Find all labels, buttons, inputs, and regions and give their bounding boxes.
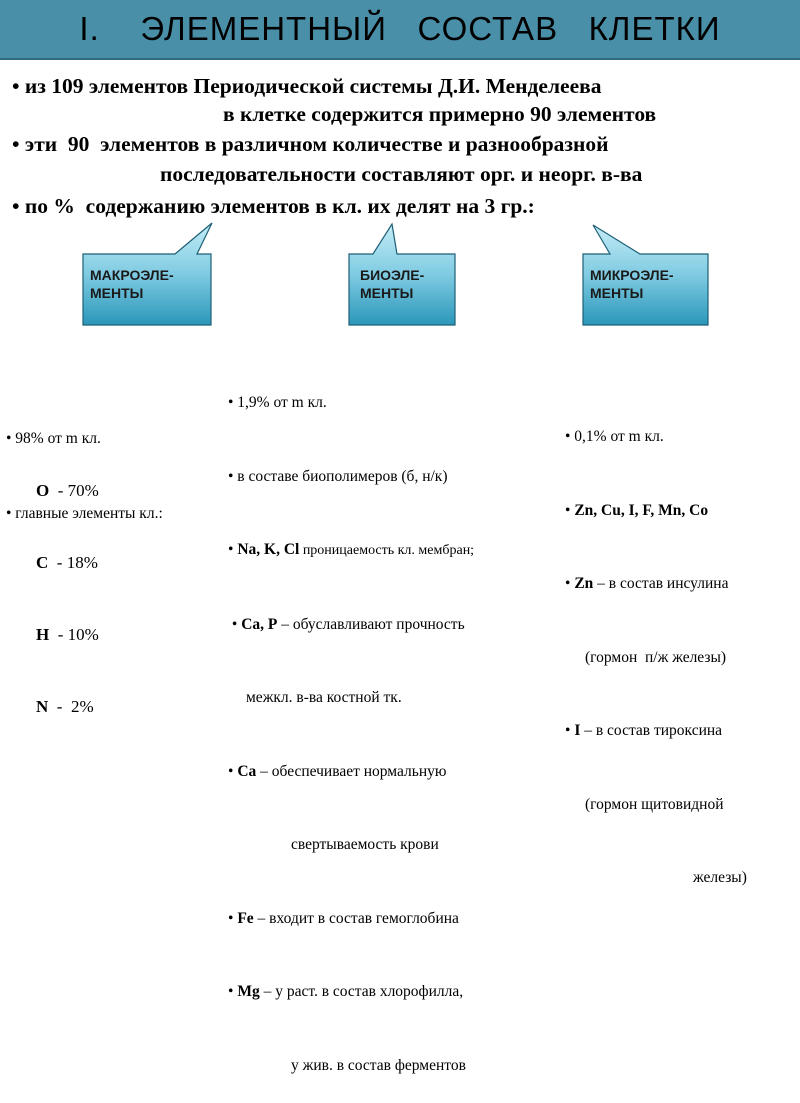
intro-line-2: в клетке содержится примерно 90 элементов [223, 102, 657, 126]
bio-ca-cont: свертываемость крови [291, 836, 439, 853]
bio-fe: • Fe – входит в состав гемоглобина [228, 909, 459, 927]
macro-hydrogen: H - 10% [36, 625, 99, 644]
micro-zn: • Zn – в состав инсулина [565, 575, 729, 592]
bio-percent: • 1,9% от m кл. [228, 394, 327, 411]
title-banner [0, 0, 800, 60]
intro-line-3: • эти 90 элементов в различном количестве и разнообразной [12, 132, 609, 156]
bio-details [228, 342, 474, 1103]
macro-main-elements: • главные элементы кл.: [6, 505, 163, 522]
macro-nitrogen: N - 2% [36, 697, 94, 716]
bio-mg-cont: у жив. в состав ферментов [291, 1056, 466, 1074]
macro-carbon: C - 18% [36, 553, 98, 572]
bio-ca-p-cont: межкл. в-ва костной тк. [246, 689, 402, 706]
intro-line-5: • по % содержанию элементов в кл. их делят на 3 гр.: [12, 194, 535, 218]
macro-box-label: МАКРОЭЛЕ- МЕНТЫ [90, 267, 174, 301]
bio-ca: • Ca – обеспечивает нормальную [228, 762, 447, 780]
bio-box-label: БИОЭЛЕ- МЕНТЫ [360, 267, 425, 301]
macro-percent: • 98% от m кл. [6, 430, 101, 447]
micro-i-cont: (гормон щитовидной [585, 795, 724, 813]
page-title: I. ЭЛЕМЕНТНЫЙ СОСТАВ КЛЕТКИ [79, 10, 721, 47]
micro-percent: • 0,1% от m кл. [565, 428, 664, 445]
micro-elements: • Zn, Cu, I, F, Mn, Co [565, 501, 709, 519]
bio-mg: • Mg – у раст. в состав хлорофилла, [228, 983, 464, 1000]
micro-details [565, 376, 747, 915]
micro-i-cont-2: железы) [693, 869, 747, 886]
macro-element-list [36, 431, 99, 743]
micro-box-label: МИКРОЭЛЕ- МЕНТЫ [590, 267, 674, 301]
intro-line-1: • из 109 элементов Периодической системы Д.И. Менделеева [12, 74, 602, 98]
micro-zn-cont: (гормон п/ж железы) [585, 648, 727, 666]
bio-ca-p: • Ca, P – обуславливают прочность [228, 615, 465, 633]
macro-oxygen: O - 70% [36, 481, 99, 500]
micro-i: • I – в состав тироксина [565, 722, 723, 739]
bio-na-k-cl: • Na, K, Cl проницаемость кл. мембран; [228, 541, 475, 558]
intro-line-4: последовательности составляют орг. и неорг. в-ва [160, 162, 643, 186]
bio-biopolymers: • в составе биополимеров (б, н/к) [228, 467, 448, 485]
